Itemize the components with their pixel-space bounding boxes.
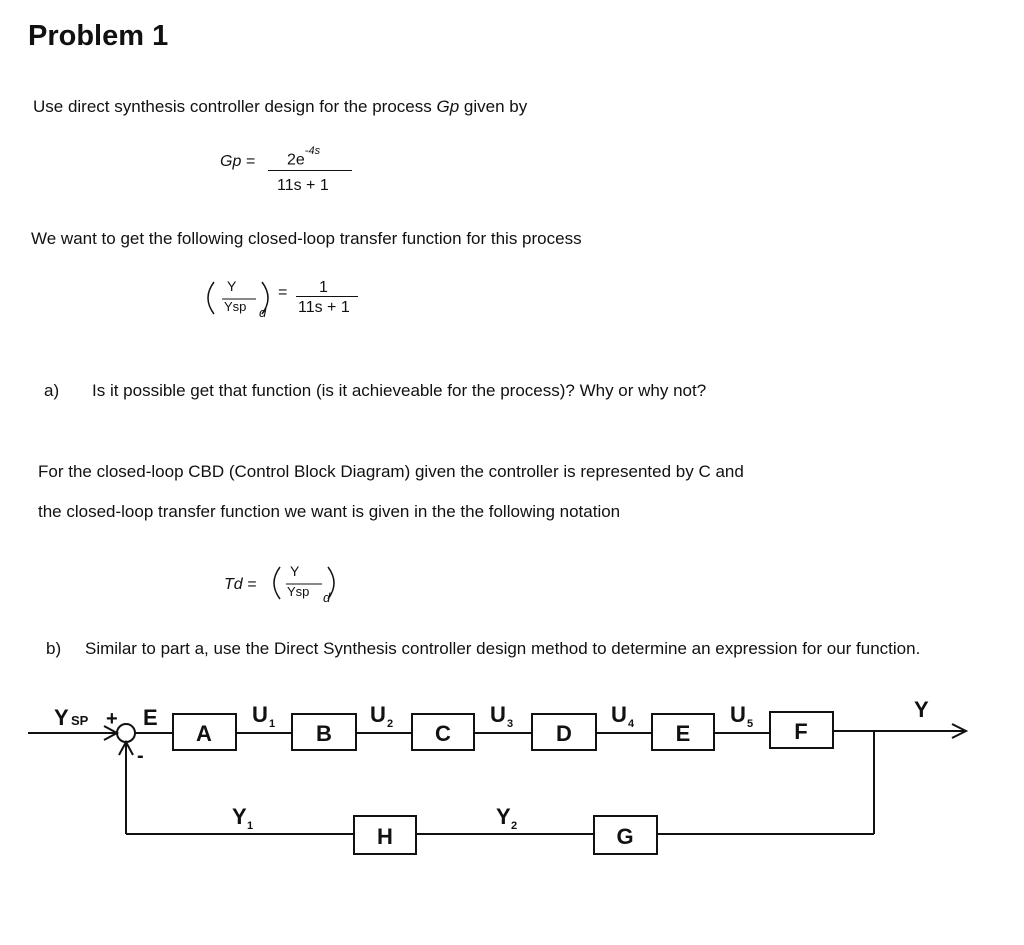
signal-Y2: Y	[496, 804, 511, 829]
cbd-text-line2: the closed-loop transfer function we want is given in the the following notation	[38, 502, 621, 521]
input-sub: SP	[71, 713, 89, 728]
desired-denominator: 11s + 1	[298, 299, 350, 316]
gp-num-exponent: -4s	[304, 145, 321, 157]
intro-given-by: given by	[463, 97, 528, 116]
page-title: Problem 1	[28, 20, 169, 52]
td-lhs: Td =	[224, 576, 257, 593]
cbd-text-line1: For the closed-loop CBD (Control Block Diagram) given the controller is represented by C and	[38, 462, 744, 481]
summing-junction	[117, 724, 135, 742]
signal-U4-sub: 4	[628, 718, 635, 730]
gp-symbol: Gp	[436, 97, 460, 116]
signal-U2-sub: 2	[387, 718, 394, 730]
block-A-label: A	[196, 721, 212, 746]
intro-text	[33, 97, 527, 117]
error-label: E	[143, 705, 158, 730]
signal-U3-sub: 3	[507, 718, 514, 730]
signal-U5: U	[730, 702, 746, 727]
part-b-question: Similar to part a, use the Direct Synthesis controller design method to determine an expression for our function.	[85, 639, 921, 658]
block-diagram	[0, 690, 1024, 870]
block-F-label: F	[794, 719, 808, 744]
td-ratio-num: Y	[290, 563, 300, 579]
signal-U1-sub: 1	[269, 718, 276, 730]
part-a-label: a)	[44, 381, 60, 400]
input-label: Y	[54, 705, 69, 730]
desired-fraction-bar	[296, 296, 358, 297]
part-b-label: b)	[46, 639, 62, 658]
signal-U4: U	[611, 702, 627, 727]
gp-fraction-bar	[268, 170, 352, 171]
td-subscript: d	[323, 590, 331, 605]
output-label: Y	[914, 697, 929, 722]
desired-ratio-den: Ysp	[224, 299, 247, 314]
signal-Y1: Y	[232, 804, 247, 829]
signal-Y2-sub: 2	[511, 820, 518, 832]
gp-lhs: Gp =	[220, 153, 256, 170]
desired-subscript: d	[259, 305, 267, 320]
gp-denominator: 11s + 1	[277, 177, 329, 194]
plus-sign: +	[106, 708, 118, 730]
signal-U1: U	[252, 702, 268, 727]
closed-loop-text: We want to get the following closed-loop transfer function for this process	[31, 229, 582, 248]
minus-sign: -	[137, 745, 144, 767]
gp-numerator	[287, 145, 321, 169]
signal-Y1-sub: 1	[247, 820, 254, 832]
desired-numerator: 1	[319, 279, 328, 296]
signal-U2: U	[370, 702, 386, 727]
block-E-label: E	[675, 721, 691, 746]
desired-equals: =	[278, 284, 288, 301]
gp-num-coef: 2e	[287, 151, 305, 169]
signal-U5-sub: 5	[747, 718, 754, 730]
block-D-label: D	[556, 721, 572, 746]
desired-ratio-num: Y	[227, 278, 237, 294]
part-a-question: Is it possible get that function (is it achieveable for the process)? Why or why not?	[92, 381, 707, 400]
td-ratio-den: Ysp	[287, 584, 310, 599]
signal-U3: U	[490, 702, 506, 727]
block-G-label: G	[616, 824, 634, 849]
block-H-label: H	[377, 824, 393, 849]
block-C-label: C	[435, 721, 451, 746]
block-B-label: B	[316, 721, 332, 746]
intro-sentence: Use direct synthesis controller design for the process	[33, 97, 432, 116]
